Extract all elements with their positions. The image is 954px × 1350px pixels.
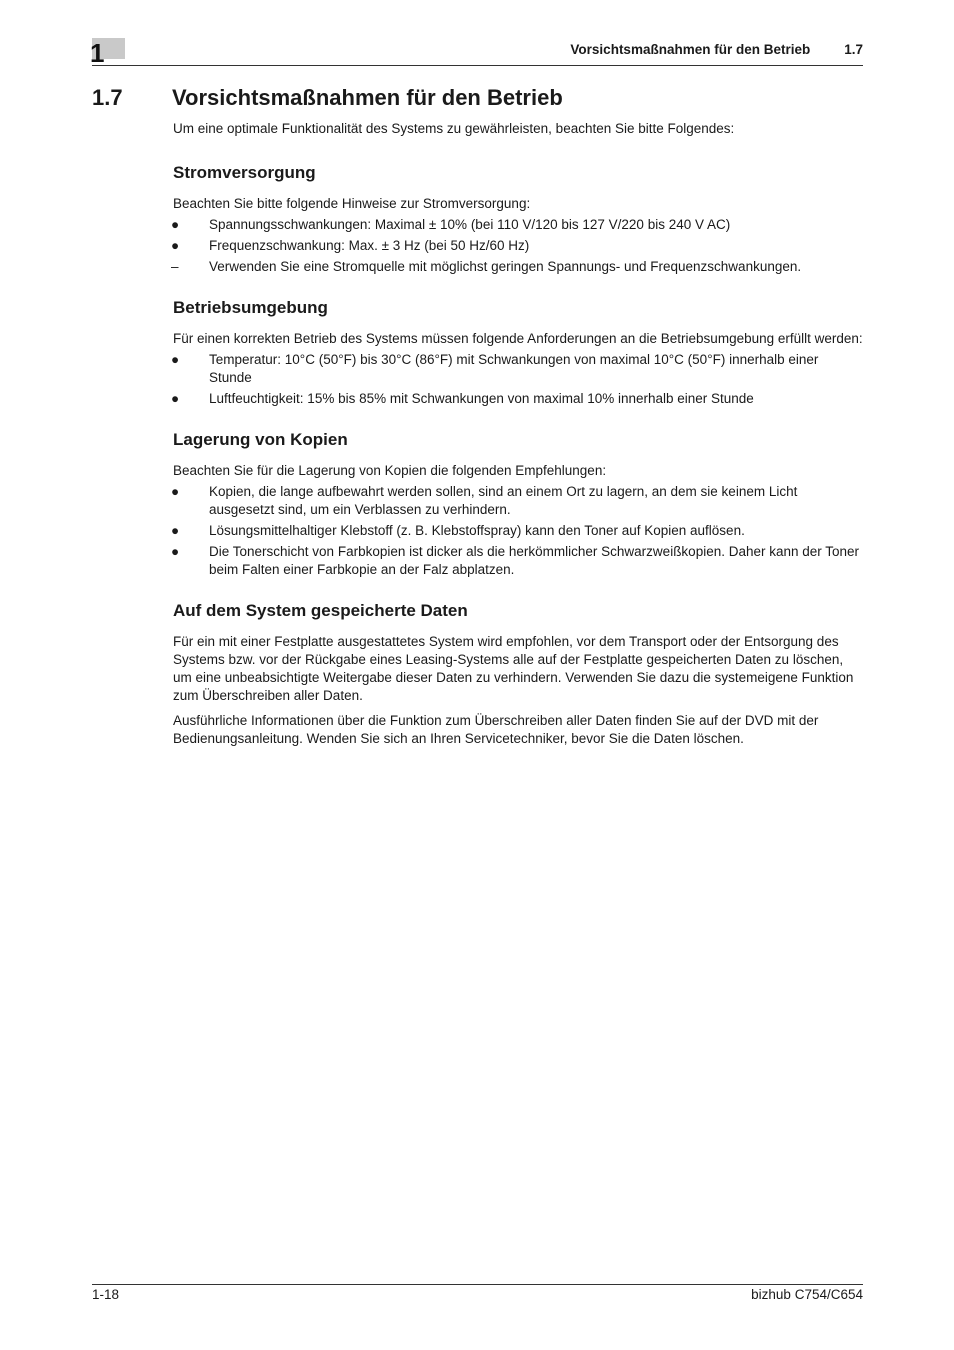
section-number: 1.7 bbox=[92, 85, 123, 110]
list-item-text: Temperatur: 10°C (50°F) bis 30°C (86°F) mit Schwankungen von maximal 10°C (50°F) innerhalb einer Stunde bbox=[209, 352, 819, 385]
heading-gespeicherte-daten: Auf dem System gespeicherte Daten bbox=[173, 601, 468, 620]
running-section-ref: 1.7 bbox=[844, 42, 863, 57]
list-item bbox=[173, 258, 863, 276]
list-item bbox=[173, 237, 863, 255]
list-item-text: Die Tonerschicht von Farbkopien ist dicker als die herkömmlicher Schwarzweißkopien. Daher kann der Toner beim Falten einer Farbkopie an der Falz abplatzen. bbox=[209, 544, 860, 577]
storage-intro: Beachten Sie für die Lagerung von Kopien die folgenden Empfehlungen: bbox=[173, 463, 607, 478]
bullet-icon: ● bbox=[171, 391, 180, 406]
bullet-icon: ● bbox=[171, 484, 180, 499]
section-title-text: Vorsichtsmaßnahmen für den Betrieb bbox=[172, 85, 563, 110]
page-title bbox=[92, 84, 563, 112]
running-title: Vorsichtsmaßnahmen für den Betrieb bbox=[570, 42, 811, 57]
heading-betriebsumgebung: Betriebsumgebung bbox=[173, 298, 328, 317]
heading-lagerung: Lagerung von Kopien bbox=[173, 430, 348, 449]
bullet-icon: ● bbox=[171, 544, 180, 559]
list-item-text: Luftfeuchtigkeit: 15% bis 85% mit Schwankungen von maximal 10% innerhalb einer Stunde bbox=[209, 391, 754, 406]
heading-stromversorgung: Stromversorgung bbox=[173, 163, 316, 182]
section-intro: Um eine optimale Funktionalität des Systems zu gewährleisten, beachten Sie bitte Folgendes: bbox=[173, 121, 735, 136]
bullet-icon: ● bbox=[171, 238, 180, 253]
storage-list bbox=[173, 483, 863, 579]
list-item bbox=[173, 522, 863, 540]
chapter-number: 1 bbox=[90, 38, 105, 68]
data-paragraph-1: Für ein mit einer Festplatte ausgestattetes System wird empfohlen, vor dem Transport oder der Entsorgung des Systems bzw. vor der Rückgabe eines Leasing-Systems alle auf der Festplatte gespeicherten Daten zu löschen, um eine unbeabsichtigte Weitergabe dieser Daten zu verhindern. Verwenden Sie dazu die systemeigene Funktion zum Überschreiben aller Daten. bbox=[173, 634, 854, 703]
list-item-text: Verwenden Sie eine Stromquelle mit möglichst geringen Spannungs- und Frequenzschwankungen. bbox=[209, 259, 802, 274]
dash-icon: – bbox=[171, 259, 179, 274]
footer-divider bbox=[92, 1284, 863, 1285]
power-intro: Beachten Sie bitte folgende Hinweise zur Stromversorgung: bbox=[173, 196, 531, 211]
list-item-text: Spannungsschwankungen: Maximal ± 10% (bei 110 V/120 bis 127 V/220 bis 240 V AC) bbox=[209, 217, 731, 232]
list-item-text: Frequenzschwankung: Max. ± 3 Hz (bei 50 Hz/60 Hz) bbox=[209, 238, 530, 253]
bullet-icon: ● bbox=[171, 217, 180, 232]
bullet-icon: ● bbox=[171, 352, 180, 367]
power-list bbox=[173, 216, 863, 276]
list-item bbox=[173, 390, 863, 408]
bullet-icon: ● bbox=[171, 523, 180, 538]
header-divider bbox=[92, 65, 863, 66]
list-item-text: Kopien, die lange aufbewahrt werden sollen, sind an einem Ort zu lagern, an dem sie keinem Licht ausgesetzt sind, um ein Verblassen zu verhindern. bbox=[209, 484, 798, 517]
product-name: bizhub C754/C654 bbox=[751, 1287, 863, 1302]
list-item bbox=[173, 543, 863, 579]
page-number: 1-18 bbox=[92, 1287, 120, 1302]
main-content bbox=[173, 120, 863, 756]
list-item-text: Lösungsmittelhaltiger Klebstoff (z. B. Klebstoffspray) kann den Toner auf Kopien auflösen. bbox=[209, 523, 745, 538]
list-item bbox=[173, 483, 863, 519]
list-item bbox=[173, 351, 863, 387]
environment-intro: Für einen korrekten Betrieb des Systems müssen folgende Anforderungen an die Betriebsumgebung erfüllt werden: bbox=[173, 331, 863, 346]
running-header bbox=[570, 42, 863, 57]
list-item bbox=[173, 216, 863, 234]
environment-list bbox=[173, 351, 863, 408]
data-paragraph-2: Ausführliche Informationen über die Funktion zum Überschreiben aller Daten finden Sie auf der DVD mit der Bedienungsanleitung. Wenden Sie sich an Ihren Servicetechniker, bevor Sie die Daten löschen. bbox=[173, 713, 819, 746]
